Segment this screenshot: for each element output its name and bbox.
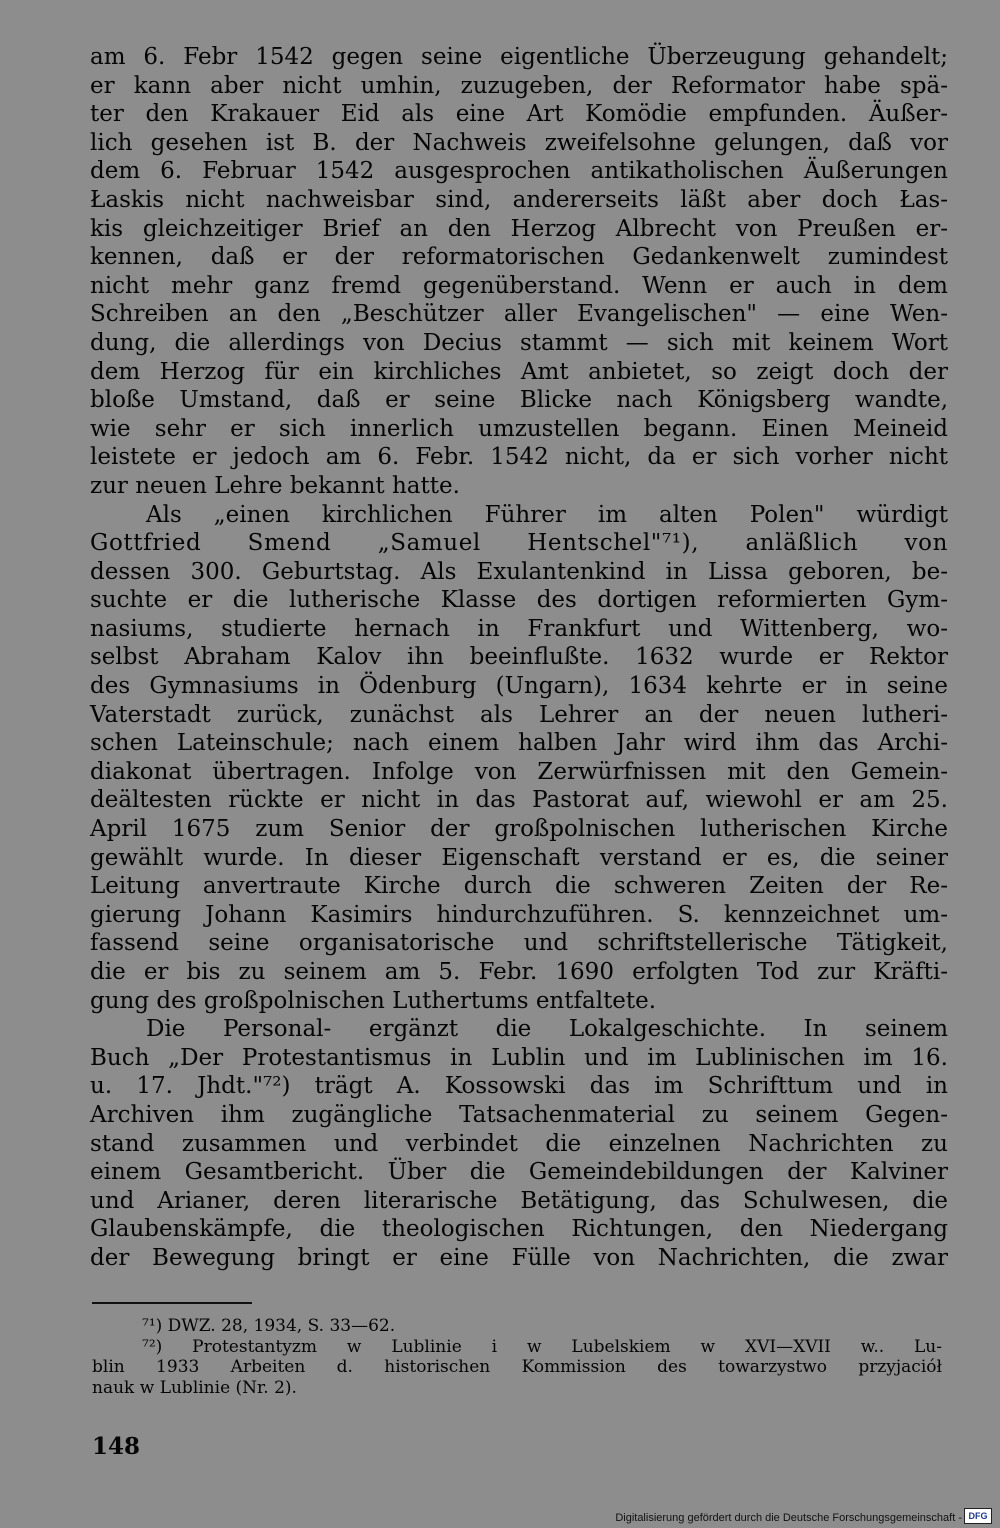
text-line: der Bewegung bringt er eine Fülle von Nachrichten, die zwar — [90, 1244, 948, 1271]
text-line: des Gymnasiums in Ödenburg (Ungarn), 1634 kehrte er in seine — [90, 673, 948, 700]
text-line: Leitung anvertraute Kirche durch die schweren Zeiten der Re- — [90, 873, 948, 900]
text-line: u. 17. Jhdt."⁷²) trägt A. Kossowski das im Schrifttum und in — [90, 1073, 948, 1100]
text-line: dung, die allerdings von Decius stammt — sich mit keinem Wort — [90, 329, 948, 356]
text-line: dem Herzog für ein kirchliches Amt anbietet, so zeigt doch der — [90, 358, 948, 385]
text-line: und Arianer, deren literarische Betätigung, das Schulwesen, die — [90, 1187, 948, 1214]
footnote-line: ⁷²) Protestantyzm w Lublinie i w Lubelskiem w XVI—XVII w.. Lu- — [142, 1336, 942, 1357]
text-line: Buch „Der Protestantismus in Lublin und im Lublinischen im 16. — [90, 1044, 948, 1071]
text-line: leistete er jedoch am 6. Febr. 1542 nicht, da er sich vorher nicht — [90, 444, 948, 471]
text-line: Glaubenskämpfe, die theologischen Richtungen, den Niedergang — [90, 1216, 948, 1243]
text-line: am 6. Febr 1542 gegen seine eigentliche Überzeugung gehandelt; — [90, 44, 948, 70]
text-line: nasiums, studierte hernach in Frankfurt und Wittenberg, wo- — [90, 615, 948, 642]
text-line: Vaterstadt zurück, zunächst als Lehrer an der neuen lutheri- — [90, 701, 948, 728]
footnotes — [92, 1316, 942, 1398]
text-line: lich gesehen ist B. der Nachweis zweifelsohne gelungen, daß vor — [90, 129, 948, 156]
text-line: fassend seine organisatorische und schriftstellerische Tätigkeit, — [90, 930, 948, 957]
text-line: gierung Johann Kasimirs hindurchzuführen. S. kennzeichnet um- — [90, 901, 948, 928]
footnote-line: blin 1933 Arbeiten d. historischen Kommission des towarzystwo przyjaciół — [92, 1357, 942, 1377]
text-line: selbst Abraham Kalov ihn beeinflußte. 1632 wurde er Rektor — [90, 644, 948, 671]
text-line: gewählt wurde. In dieser Eigenschaft verstand er es, die seiner — [90, 844, 948, 871]
text-line: die er bis zu seinem am 5. Febr. 1690 erfolgten Tod zur Kräfti- — [90, 959, 948, 985]
text-line: wie sehr er sich innerlich umzustellen begann. Einen Meineid — [90, 415, 948, 442]
text-line: kennen, daß er der reformatorischen Gedankenwelt zumindest — [90, 244, 948, 271]
text-line: suchte er die lutherische Klasse des dortigen reformierten Gym- — [90, 587, 948, 614]
text-line: er kann aber nicht umhin, zuzugeben, der Reformator habe spä- — [90, 72, 948, 99]
text-line: diakonat übertragen. Infolge von Zerwürfnissen mit den Gemein- — [90, 758, 948, 785]
text-line: einem Gesamtbericht. Über die Gemeindebildungen der Kalviner — [90, 1159, 948, 1186]
text-line: Archiven ihm zugängliche Tatsachenmaterial zu seinem Gegen- — [90, 1101, 948, 1128]
text-line: Als „einen kirchlichen Führer im alten Polen" würdigt — [146, 501, 948, 528]
text-line: Gottfried Smend „Samuel Hentschel"⁷¹), anläßlich von — [90, 530, 948, 557]
text-line: April 1675 zum Senior der großpolnischen lutherischen Kirche — [90, 816, 948, 843]
text-line: schen Lateinschule; nach einem halben Jahr wird ihm das Archi- — [90, 730, 948, 757]
footnote-line: ⁷¹) DWZ. 28, 1934, S. 33—62. — [142, 1316, 396, 1336]
text-line: dem 6. Februar 1542 ausgesprochen antikatholischen Äußerungen — [90, 158, 948, 185]
body-text — [90, 43, 948, 1273]
text-line: nicht mehr ganz fremd gegenüberstand. Wenn er auch in dem — [90, 272, 948, 299]
text-line: Schreiben an den „Beschützer aller Evangelischen" — eine Wen- — [90, 301, 948, 328]
text-line: dessen 300. Geburtstag. Als Exulantenkind in Lissa geboren, be- — [90, 558, 948, 585]
page-number: 148 — [92, 1433, 141, 1460]
text-line: Łaskis nicht nachweisbar sind, andererseits läßt aber doch Łas- — [90, 186, 948, 213]
text-line: ter den Krakauer Eid als eine Art Komödie empfunden. Äußer- — [90, 101, 948, 128]
text-line: gung des großpolnischen Luthertums entfaltete. — [90, 987, 657, 1014]
funding-footer — [0, 1504, 1000, 1528]
text-line: kis gleichzeitiger Brief an den Herzog Albrecht von Preußen er- — [90, 215, 948, 242]
text-line: zur neuen Lehre bekannt hatte. — [90, 472, 460, 499]
dfg-logo-icon: DFG — [964, 1508, 992, 1524]
funding-note: Digitalisierung gefördert durch die Deutsche Forschungsgemeinschaft - — [615, 1512, 962, 1524]
footnote-divider — [92, 1302, 252, 1304]
text-line: stand zusammen und verbindet die einzelnen Nachrichten zu — [90, 1130, 948, 1157]
footnote-line: nauk w Lublinie (Nr. 2). — [92, 1377, 297, 1398]
text-line: deältesten rückte er nicht in das Pastorat auf, wiewohl er am 25. — [90, 787, 948, 814]
text-line: bloße Umstand, daß er seine Blicke nach Königsberg wandte, — [90, 387, 948, 414]
text-line: Die Personal- ergänzt die Lokalgeschichte. In seinem — [146, 1016, 948, 1043]
